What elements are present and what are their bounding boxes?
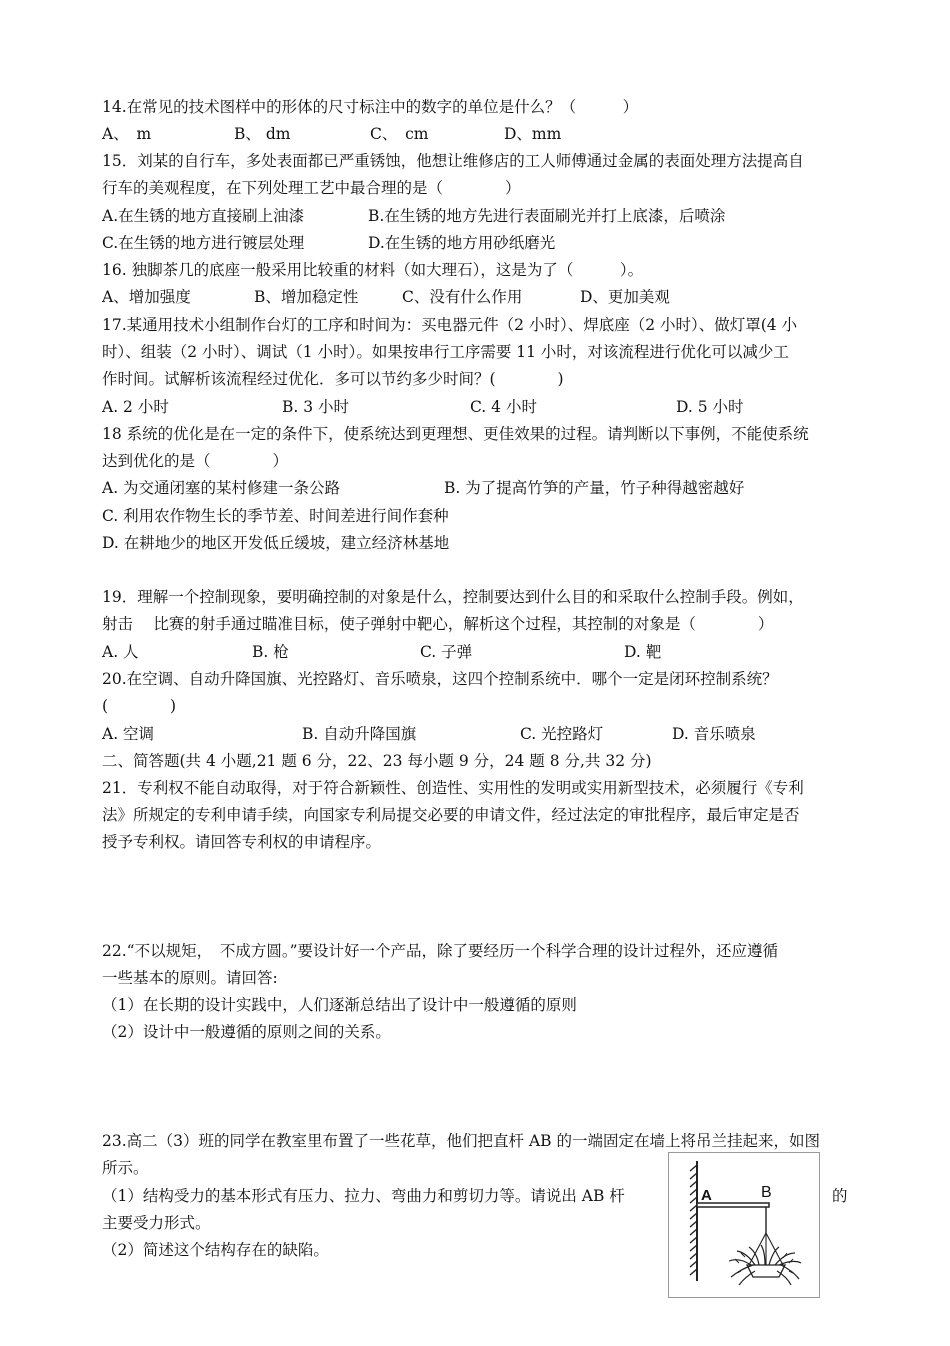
q17-option-d: D. 5 小时 — [676, 398, 744, 416]
q17-option-b: B. 3 小时 — [282, 398, 350, 416]
q16-option-c: C、没有什么作用 — [402, 288, 523, 306]
q19-option-b: B. 枪 — [252, 643, 289, 661]
q22-line-4: （2）设计中一般遵循的原则之间的关系。 — [102, 1023, 391, 1041]
hanging-plant-diagram — [669, 1153, 819, 1297]
q20-option-c: C. 光控路灯 — [520, 725, 604, 743]
q17-stem-line-3: 作时间。试解析该流程经过优化．多可以节约多少时间？( ) — [102, 370, 564, 388]
q23-line-3: （1）结构受力的基本形式有压力、拉力、弯曲力和剪切力等。请说出 AB 杆 — [102, 1187, 625, 1205]
q20-option-d: D. 音乐喷泉 — [672, 725, 756, 743]
q20-option-a: A. 空调 — [102, 725, 155, 743]
q18-option-a: A. 为交通闭塞的某村修建一条公路 — [102, 479, 341, 497]
q18-option-b: B. 为了提高竹笋的产量，竹子种得越密越好 — [444, 479, 745, 497]
q16-stem: 16. 独脚茶几的底座一般采用比较重的材料（如大理石），这是为了（ ）。 — [102, 261, 644, 279]
q17-stem-line-2: 时）、组装（2 小时）、调试（1 小时）。如果按串行工序需要 11 小时，对该流程进行优化可以减少工 — [102, 343, 789, 361]
hanging-plant-figure — [668, 1152, 820, 1298]
q16-option-a: A、增加强度 — [102, 288, 191, 306]
q19-option-c: C. 子弹 — [420, 643, 473, 661]
flower-pot — [747, 1265, 785, 1277]
q23-line-4: 主要受力形式。 — [102, 1214, 211, 1232]
q15-stem-line-2: 行车的美观程度，在下列处理工艺中最合理的是（ ） — [102, 179, 521, 197]
q20-option-b: B. 自动升降国旗 — [302, 725, 417, 743]
q23-line-1: 23.高二（3）班的同学在教室里布置了一些花草，他们把直杆 AB 的一端固定在墙上将吊兰挂起来，如图 — [102, 1132, 820, 1150]
q18-stem-line-1: 18 系统的优化是在一定的条件下，使系统达到更理想、更佳效果的过程。请判断以下事例，不能使系统 — [102, 425, 809, 443]
q18-option-c: C. 利用农作物生长的季节差、时间差进行间作套种 — [102, 507, 449, 525]
q15-stem-line-1: 15．刘某的自行车，多处表面都已严重锈蚀，他想让维修店的工人师傅通过金属的表面处理方法提高自 — [102, 152, 804, 170]
label-a: A — [701, 1187, 712, 1204]
q19-stem-line-1: 19．理解一个控制现象，要明确控制的对象是什么，控制要达到什么目的和采取什么控制手段。例如， — [102, 588, 804, 606]
q14-option-c: C、 cm — [370, 125, 429, 143]
q22-line-2: 一些基本的原则。请回答: — [102, 969, 278, 987]
q19-option-d: D. 靶 — [624, 643, 662, 661]
q18-stem-line-2: 达到优化的是（ ） — [102, 452, 289, 470]
q17-stem-line-1: 17.某通用技术小组制作台灯的工序和时间为：买电器元件（2 小时）、焊底座（2 小时）、做灯罩(4 小 — [102, 316, 798, 334]
q19-option-a: A. 人 — [102, 643, 139, 661]
q23-line-2: 所示。 — [102, 1159, 149, 1177]
q21-line-1: 21．专利权不能自动取得，对于符合新颖性、创造性、实用性的发明或实用新型技术，必须履行《专利 — [102, 779, 804, 797]
q16-option-b: B、增加稳定性 — [254, 288, 359, 306]
q14-stem: 14.在常见的技术图样中的形体的尺寸标注中的数字的单位是什么？（ ） — [102, 98, 639, 116]
q22-line-3: （1）在长期的设计实践中，人们逐渐总结出了设计中一般遵循的原则 — [102, 996, 577, 1014]
section2-heading: 二、简答题(共 4 小题,21 题 6 分，22、23 每小题 9 分，24 题 8 分,共 32 分) — [102, 752, 652, 770]
q23-line-3-end: 的 — [832, 1187, 848, 1205]
q14-option-a: A、 m — [102, 125, 152, 143]
q16-option-d: D、更加美观 — [580, 288, 670, 306]
q23-line-5: （2）简述这个结构存在的缺陷。 — [102, 1241, 329, 1259]
q20-stem-line-2: ( ) — [102, 697, 177, 715]
label-b: B — [761, 1184, 772, 1201]
q14-option-d: D、mm — [504, 125, 562, 143]
q21-line-2: 法》所规定的专利申请手续，向国家专利局提交必要的申请文件，经过法定的审批程序，最后审定是否 — [102, 806, 800, 824]
q17-option-a: A. 2 小时 — [102, 398, 169, 416]
wall-hatching — [690, 1165, 697, 1275]
q15-option-d: D.在生锈的地方用砂纸磨光 — [368, 234, 556, 252]
q15-option-a: A.在生锈的地方直接刷上油漆 — [102, 207, 305, 225]
q18-option-d: D. 在耕地少的地区开发低丘缓坡，建立经济林基地 — [102, 534, 450, 552]
q14-option-b: B、 dm — [234, 125, 291, 143]
q21-line-3: 授予专利权。请回答专利权的申请程序。 — [102, 833, 382, 851]
q22-line-1: 22.“不以规矩， 不成方圆。”要设计好一个产品，除了要经历一个科学合理的设计过程外，还应遵循 — [102, 942, 779, 960]
q15-option-b: B.在生锈的地方先进行表面刷光并打上底漆，后喷涂 — [368, 207, 726, 225]
q15-option-c: C.在生锈的地方进行镀层处理 — [102, 234, 305, 252]
q20-stem-line-1: 20.在空调、自动升降国旗、光控路灯、音乐喷泉，这四个控制系统中．哪个一定是闭环控制系统？ — [102, 670, 778, 688]
q19-stem-line-2: 射击 比赛的射手通过瞄准目标，使子弹射中靶心，解析这个过程，其控制的对象是（ ） — [102, 615, 774, 633]
q17-option-c: C. 4 小时 — [470, 398, 537, 416]
plant-leaves — [729, 1245, 801, 1285]
